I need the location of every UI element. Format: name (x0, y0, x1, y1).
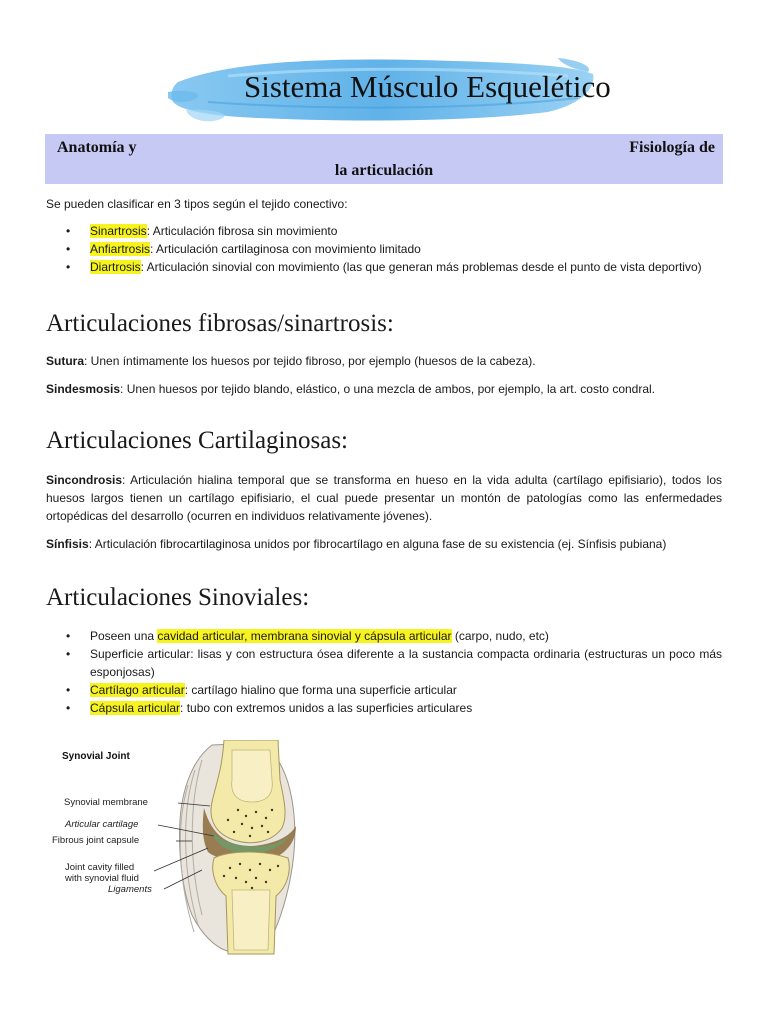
list-item: • Superficie articular: lisas y con estructura ósea diferente a la sustancia compacta ordinaria (estructuras un poco más esponjosas) (66, 647, 722, 679)
intro-paragraph: Se pueden clasificar en 3 tipos según el tejido conectivo: (46, 197, 348, 211)
title-banner (168, 52, 611, 126)
paragraph-sutura: Sutura: Unen íntimamente los huesos por tejido fibroso, por ejemplo (huesos de la cabeza). (46, 354, 536, 368)
label-joint-cavity-2: with synovial fluid (65, 873, 139, 884)
synovial-joint-figure (52, 740, 312, 955)
highlighted-term: Cápsula articular (90, 701, 181, 715)
list-item: • Cápsula articular: tubo con extremos unidos a las superficies articulares (66, 701, 473, 715)
label-joint-cavity-1: Joint cavity filled (65, 862, 135, 873)
band-left-text: Anatomía y (57, 139, 137, 156)
list-item: • Sinartrosis: Articulación fibrosa sin movimiento (66, 224, 338, 238)
section-heading-cartilaginosas: Articulaciones Cartilaginosas: (46, 427, 349, 454)
band-center-text: la articulación (334, 162, 434, 179)
highlighted-term: cavidad articular, membrana sinovial y cápsula articular (157, 629, 452, 643)
section-heading-fibrosas: Articulaciones fibrosas/sinartrosis: (46, 310, 394, 337)
list-item: • Diartrosis: Articulación sinovial con movimiento (las que generan más problemas desde el punto de vista deportivo) (66, 260, 702, 274)
sinoviales-list (46, 627, 722, 717)
paragraph-sincondrosis: Sincondrosis: Articulación hialina temporal que se transforma en hueso en la vida adulta (cartílago epifisiario), todos los huesos largos tienen un cartílago epifisiario, el cual puede presentar un montón de patologías como las enfermedades ortopédicas del desarrollo (ocurren en individuos relativamente jóvenes). (46, 473, 722, 523)
label-synovial-membrane: Synovial membrane (64, 797, 148, 808)
label-articular-cartilage: Articular cartilage (65, 819, 139, 830)
figure-title: Synovial Joint (62, 751, 130, 762)
band-right-text: Fisiología de (629, 139, 715, 156)
label-fibrous-joint-capsule: Fibrous joint capsule (52, 835, 140, 846)
highlighted-term: Diartrosis (90, 260, 141, 274)
list-item: • Cartílago articular: cartílago hialino que forma una superficie articular (66, 683, 457, 697)
highlighted-term: Cartílago articular (90, 683, 185, 697)
section-heading-sinoviales: Articulaciones Sinoviales: (46, 584, 310, 611)
highlighted-term: Sinartrosis (90, 224, 147, 238)
list-item: • Poseen una cavidad articular, membrana sinovial y cápsula articular (carpo, nudo, etc) (66, 629, 549, 643)
highlighted-term: Anfiartrosis (90, 242, 151, 256)
label-ligaments: Ligaments (108, 884, 152, 895)
list-item: • Anfiartrosis: Articulación cartilaginosa con movimiento limitado (66, 242, 421, 256)
paragraph-sinfisis: Sínfisis: Articulación fibrocartilaginosa unidos por fibrocartílago en alguna fase de su existencia (ej. Sínfisis pubiana) (46, 537, 667, 551)
types-list (46, 222, 722, 276)
synovial-joint-illustration (52, 740, 312, 955)
page-title: Sistema Músculo Esquelético (244, 69, 611, 104)
paragraph-sindesmosis: Sindesmosis: Unen huesos por tejido blando, elástico, o una mezcla de ambos, por ejemplo, la art. costo condral. (46, 382, 656, 396)
header-band (45, 134, 723, 184)
